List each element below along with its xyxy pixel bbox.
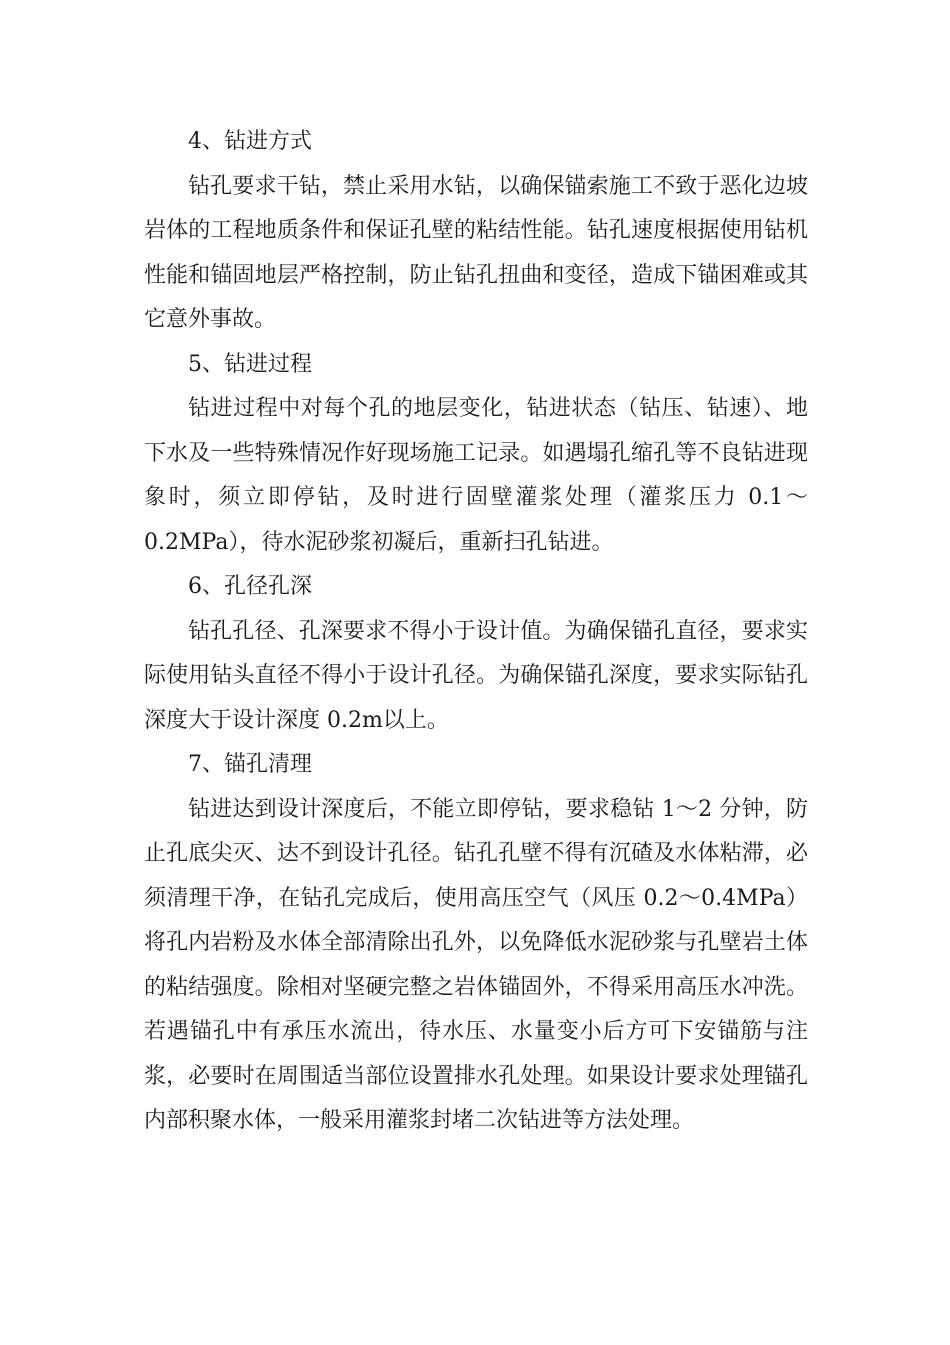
section-heading: 4、钻进方式 bbox=[188, 129, 312, 154]
section-paragraph: 钻进过程中对每个孔的地层变化，钻进状态（钻压、钻速）、地下水及一些特殊情况作好现场施工记录。如遇塌孔缩孔等不良钻进现象时，须立即停钻，及时进行固壁灌浆处理（灌浆压力 0.1～0.2MPa），待水泥砂浆初凝后，重新扫孔钻进。 bbox=[144, 396, 808, 555]
section-heading: 7、锚孔清理 bbox=[188, 752, 312, 777]
section-paragraph: 钻进达到设计深度后，不能立即停钻，要求稳钻 1～2 分钟，防止孔底尖灭、达不到设计孔径。钻孔孔壁不得有沉碴及水体粘滞，必须清理干净，在钻孔完成后，使用高压空气（风压 0.2～0.4MPa）将孔内岩粉及水体全部清除出孔外，以免降低水泥砂浆与孔壁岩土体的粘结强度。除相对坚硬完整之岩体锚固外，不得采用高压水冲洗。若遇锚孔中有承压水流出，待水压、水量变小后方可下安锚筋与注浆，必要时在周围适当部位设置排水孔处理。如果设计要求处理锚孔内部积聚水体，一般采用灌浆封堵二次钻进等方法处理。 bbox=[144, 796, 808, 1133]
section-paragraph: 钻孔孔径、孔深要求不得小于设计值。为确保锚孔直径，要求实际使用钻头直径不得小于设计孔径。为确保锚孔深度，要求实际钻孔深度大于设计深度 0.2m以上。 bbox=[144, 618, 808, 733]
section-paragraph: 钻孔要求干钻，禁止采用水钻，以确保锚索施工不致于恶化边坡岩体的工程地质条件和保证孔壁的粘结性能。钻孔速度根据使用钻机性能和锚固地层严格控制，防止钻孔扭曲和变径，造成下锚困难或其它意外事故。 bbox=[144, 173, 808, 332]
section-heading: 5、钻进过程 bbox=[188, 351, 312, 377]
section-heading: 6、孔径孔深 bbox=[188, 574, 312, 599]
document-body bbox=[144, 120, 808, 1144]
